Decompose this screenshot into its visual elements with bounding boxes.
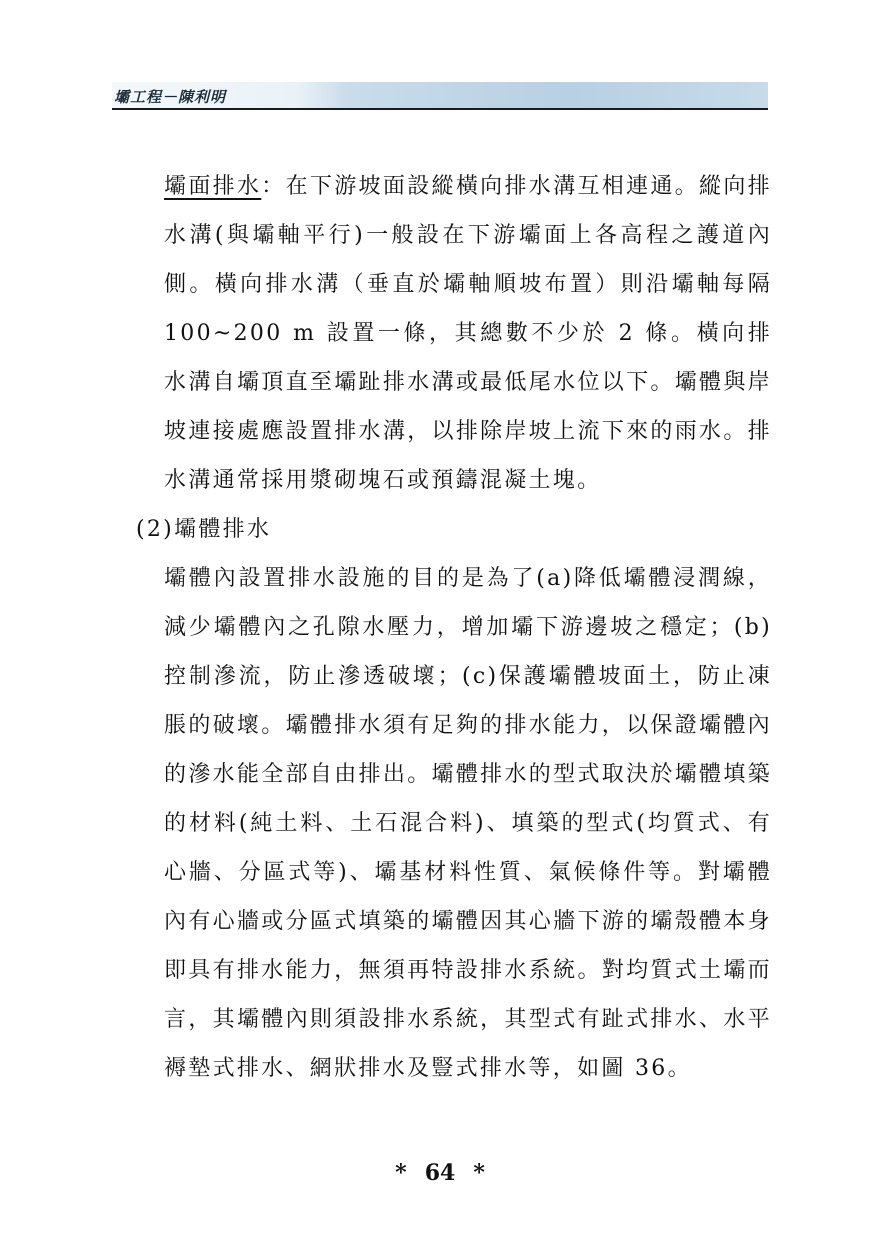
star-right-icon: * [473,1160,485,1186]
page-footer [0,1160,880,1186]
paragraph-dam-surface-drainage [136,162,772,505]
star-left-icon: * [395,1160,407,1186]
page-number: 64 [424,1160,456,1186]
term-dam-surface-drainage: 壩面排水 [164,174,262,199]
header-divider [112,108,768,110]
paragraph-text: ：在下游坡面設縱橫向排水溝互相連通。縱向排水溝(與壩軸平行)一般設在下游壩面上各高程之護道內側。橫向排水溝（垂直於壩軸順坡布置）則沿壩軸每隔100~200 m 設置一條，其總數不少於 2 條。橫向排水溝自壩頂直至壩趾排水溝或最低尾水位以下。壩體與岸坡連接處應設置排水溝，以排除岸坡上流下來的雨水。排水溝通常採用漿砌塊石或預鑄混凝土塊。 [164,174,772,493]
paragraph-dam-body-drainage: 壩體內設置排水設施的目的是為了(a)降低壩體浸潤線，減少壩體內之孔隙水壓力，增加壩下游邊坡之穩定；(b)控制滲流，防止滲透破壞；(c)保護壩體坡面土，防止凍脹的破壞。壩體排水須有足夠的排水能力，以保證壩體內的滲水能全部自由排出。壩體排水的型式取決於壩體填築的材料(純土料、土石混合料)、填築的型式(均質式、有心牆、分區式等)、壩基材料性質、氣候條件等。對壩體內有心牆或分區式填築的壩體因其心牆下游的壩殼體本身即具有排水能力，無須再特設排水系統。對均質式土壩而言，其壩體內則須設排水系統，其型式有趾式排水、水平褥墊式排水、網狀排水及豎式排水等，如圖 36。 [164,566,772,1081]
running-header-title: 壩工程－陳利明 [114,88,227,106]
subheading-dam-body-drainage: (2)壩體排水 [136,517,272,542]
page-content [136,162,772,1093]
